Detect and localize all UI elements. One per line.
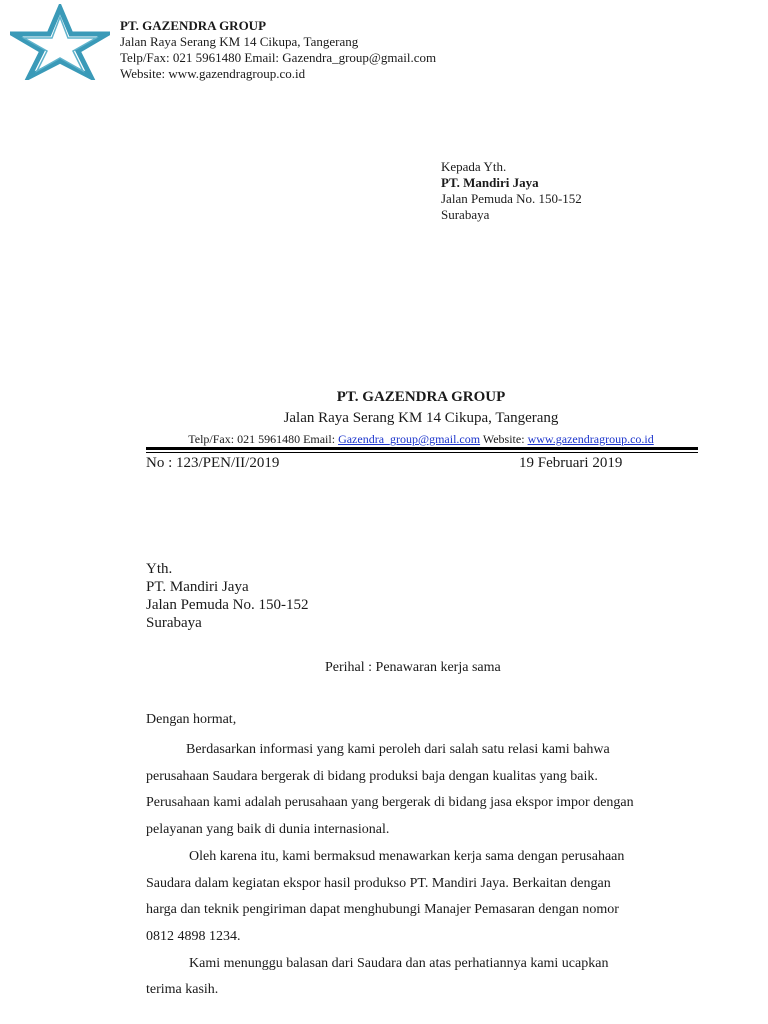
recipient-kepada: Kepada Yth.: [441, 159, 507, 174]
p1-line-1: Berdasarkan informasi yang kami peroleh dari salah satu relasi kami bahwa: [186, 742, 610, 757]
header-address: Jalan Raya Serang KM 14 Cikupa, Tangerang: [120, 34, 359, 49]
email-link[interactable]: Gazendra_group@gmail.com: [338, 432, 481, 446]
p2-line-2: Saudara dalam kegiatan ekspor hasil produkso PT. Mandiri Jaya. Berkaitan dengan: [146, 875, 611, 891]
letterhead: [146, 388, 696, 446]
recipient-address: Jalan Pemuda No. 150-152: [441, 191, 582, 206]
recipient-city: Surabaya: [441, 207, 490, 222]
letter-subject: Perihal : Penawaran kerja sama: [325, 660, 501, 675]
letterhead-address: Jalan Raya Serang KM 14 Cikupa, Tangerang: [283, 410, 559, 426]
p2-line-4: 0812 4898 1234.: [146, 928, 241, 944]
to-yth: Yth.: [146, 561, 173, 577]
header-telp: Telp/Fax: 021 5961480 Email: Gazendra_group@gmail.com: [120, 50, 437, 65]
to-city: Surabaya: [146, 615, 202, 631]
star-outline-icon: [10, 4, 110, 80]
letter-date: 19 Februari 2019: [519, 455, 623, 471]
greeting: Dengan hormat,: [146, 712, 237, 727]
letter-number: No : 123/PEN/II/2019: [146, 455, 280, 471]
letterhead-rule-thin: [146, 452, 698, 453]
letterhead-telp: Telp/Fax: 021 5961480 Email:: [188, 432, 339, 446]
header-website: Website: www.gazendragroup.co.id: [120, 66, 306, 81]
header-company-name: PT. GAZENDRA GROUP: [120, 18, 267, 33]
p3-line-1: Kami menunggu balasan dari Saudara dan atas perhatiannya kami ucapkan: [189, 955, 609, 971]
letterhead-rule-thick: [146, 447, 698, 450]
p3-line-2: terima kasih.: [146, 982, 219, 998]
recipient-block: [441, 159, 582, 223]
p1-line-3: Perusahaan kami adalah perusahaan yang bergerak di bidang jasa ekspor impor dengan: [146, 795, 634, 811]
p1-line-4: pelayanan yang baik di dunia internasional.: [146, 822, 390, 838]
to-address: Jalan Pemuda No. 150-152: [146, 597, 309, 613]
recipient-company: PT. Mandiri Jaya: [441, 175, 539, 190]
to-company: PT. Mandiri Jaya: [146, 579, 249, 595]
website-link[interactable]: www.gazendragroup.co.id: [527, 432, 654, 446]
paragraph-2: [146, 844, 706, 951]
letter-recipient: [146, 560, 308, 632]
paragraph-1: [146, 737, 706, 844]
letter-body: [146, 711, 706, 1004]
p2-line-3: harga dan teknik pengiriman dapat menghubungi Manajer Pemasaran dengan nomor: [146, 902, 619, 918]
company-logo: [10, 4, 110, 80]
letterhead-website-label: Website:: [480, 432, 528, 446]
letterhead-company: PT. GAZENDRA GROUP: [336, 389, 506, 405]
p2-line-1: Oleh karena itu, kami bermaksud menawarkan kerja sama dengan perusahaan: [189, 848, 625, 864]
p1-line-2: perusahaan Saudara bergerak di bidang produksi baja dengan kualitas yang baik.: [146, 768, 598, 784]
paragraph-3: [146, 951, 706, 1004]
letterhead-contact: [146, 432, 696, 446]
top-header: [120, 18, 436, 82]
